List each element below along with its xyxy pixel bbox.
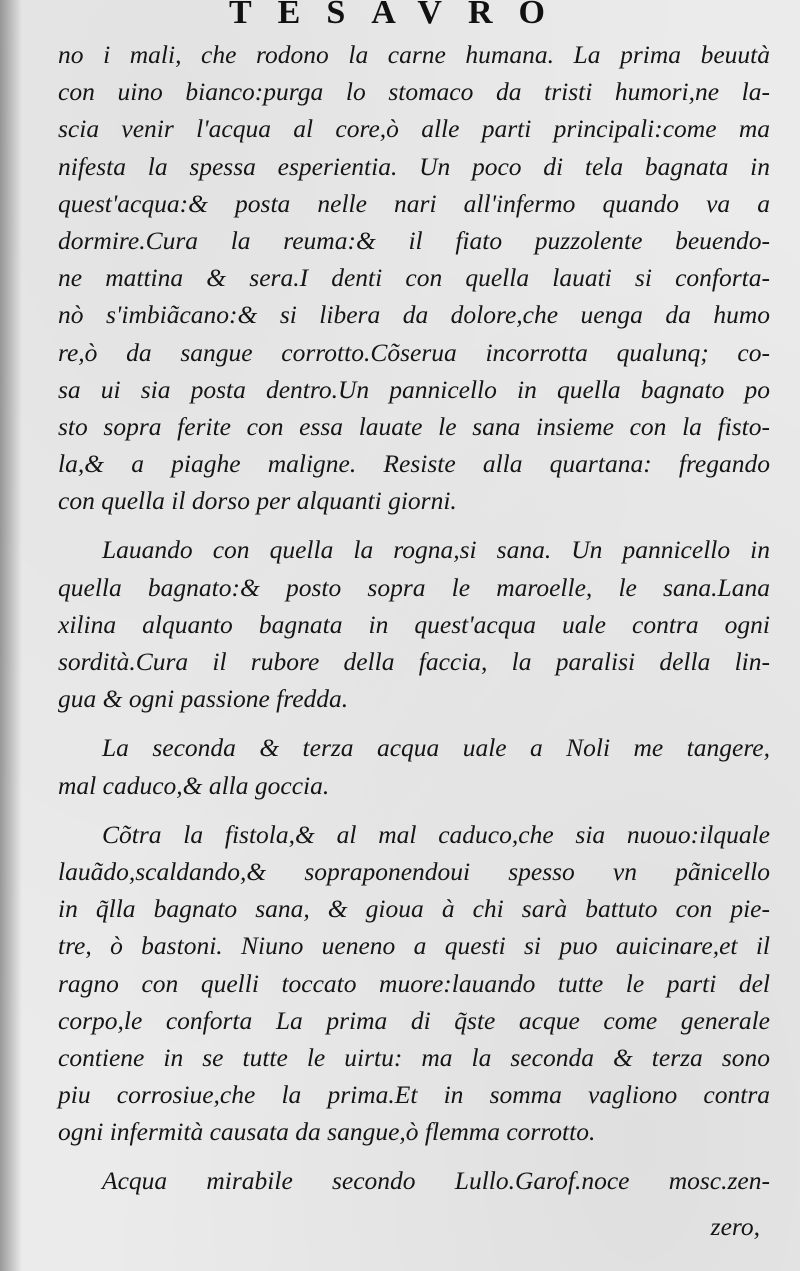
- running-head: TESAVRO: [229, 0, 571, 31]
- text-line: sto sopra ferite con essa lauate le sana insieme con la fisto-: [58, 411, 770, 441]
- paragraph-3: [58, 729, 770, 803]
- text-line: Lauando con quella la rogna,si sana. Un pannicello in: [102, 535, 770, 565]
- paragraph-5: [58, 1162, 770, 1199]
- text-line: re,ò da sangue corrotto.Cõserua incorrotta qualunq; co-: [58, 337, 770, 367]
- text-line: no i mali, che rodono la carne humana. La prima beuutà: [58, 40, 770, 69]
- text-line: nifesta la spessa esperientia. Un poco di tela bagnata in: [58, 151, 770, 181]
- text-line: ogni infermità causata da sangue,ò flemma corrotto.: [58, 1117, 596, 1147]
- text-line: con quella il dorso per alquanti giorni.: [58, 486, 457, 516]
- text-line: quest'acqua:& posta nelle nari all'infermo quando va a: [58, 188, 770, 218]
- text-line: dormire.Cura la reuma:& il fiato puzzolente beuendo-: [58, 225, 770, 255]
- text-line: mal caduco,& alla goccia.: [58, 770, 330, 800]
- catchword: zero,: [710, 1212, 760, 1241]
- text-line: ne mattina & sera.I denti con quella lauati si conforta-: [58, 263, 770, 293]
- page-body: [58, 36, 770, 1200]
- text-line: sordità.Cura il rubore della faccia, la paralisi della lin-: [58, 647, 770, 676]
- text-line: sa ui sia posta dentro.Un pannicello in quella bagnato po: [58, 374, 770, 404]
- text-line: scia venir l'acqua al core,ò alle parti principali:come ma: [58, 114, 770, 144]
- text-line: contiene in se tutte le uirtu: ma la seconda & terza sono: [58, 1042, 770, 1072]
- text-line: Acqua mirabile secondo Lullo.Garof.noce mosc.zen-: [102, 1166, 770, 1196]
- paragraph-1: [58, 36, 770, 519]
- text-line: la,& a piaghe maligne. Resiste alla quartana: fregando: [58, 449, 770, 479]
- text-line: tre, ò bastoni. Niuno ueneno a questi si puo auicinare,et il: [58, 931, 770, 961]
- paragraph-2: [58, 531, 770, 717]
- text-line: Cõtra la fistola,& al mal caduco,che sia nuouo:ilquale: [102, 819, 770, 849]
- text-line: corpo,le conforta La prima di q̃ste acque come generale: [58, 1005, 770, 1035]
- binding-shadow: [0, 0, 22, 1271]
- text-line: in q̃lla bagnato sana, & gioua à chi sarà battuto con pie-: [58, 894, 770, 924]
- text-line: gua & ogni passione fredda.: [58, 684, 349, 714]
- text-line: piu corrosiue,che la prima.Et in somma vagliono contra: [58, 1080, 770, 1110]
- text-line: con uino bianco:purga lo stomaco da tristi humori,ne la-: [58, 77, 770, 107]
- paragraph-4: [58, 816, 770, 1151]
- text-line: ragno con quelli toccato muore:lauando tutte le parti del: [58, 968, 770, 998]
- text-line: lauãdo,scaldando,& sopraponendoui spesso vn pãnicello: [58, 856, 770, 886]
- text-line: nò s'imbiãcano:& si libera da dolore,che uenga da humo: [58, 300, 770, 330]
- text-line: xilina alquanto bagnata in quest'acqua uale contra ogni: [58, 609, 770, 639]
- text-line: quella bagnato:& posto sopra le maroelle, le sana.Lana: [58, 572, 770, 602]
- text-line: La seconda & terza acqua uale a Noli me tangere,: [102, 733, 770, 763]
